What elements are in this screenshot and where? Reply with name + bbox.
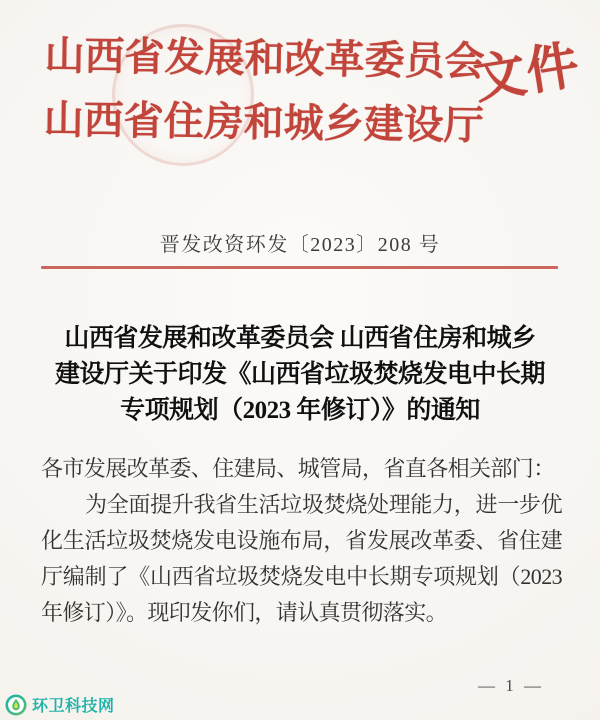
body-paragraph: 为全面提升我省生活垃圾焚烧处理能力，进一步优化生活垃圾焚烧发电设施布局，省发展改革委、省住建厅编制了《山西省垃圾焚烧发电中长期专项规划（2023 年修订）》。现印发你们，请认真贯彻落实。 — [41, 492, 562, 625]
title-line-3: 专项规划（2023 年修订）》的通知 — [120, 397, 480, 424]
red-letterhead — [0, 0, 600, 190]
site-watermark — [5, 693, 115, 716]
salutation-line: 各市发展改革委、住建局、城管局，省直各相关部门： — [41, 456, 555, 481]
document-body — [41, 451, 562, 631]
page-number: — 1 — — [478, 676, 544, 695]
agency-name-line2: 山西省住房和城乡建设厅 — [43, 96, 484, 149]
title-line-1: 山西省发展和改革委员会 山西省住房和城乡 — [64, 325, 536, 352]
site-name-label: 环卫科技网 — [32, 698, 115, 715]
agency-names — [43, 24, 485, 158]
droplet-ring-icon — [5, 694, 27, 716]
document-reference-number: 晋发改资环发〔2023〕208 号 — [159, 234, 441, 256]
red-divider-line — [41, 266, 558, 269]
document-title — [0, 321, 600, 429]
title-line-2: 建设厅关于印发《山西省垃圾焚烧发电中长期 — [54, 361, 545, 388]
agency-name-line1: 山西省发展和改革委员会 — [44, 32, 485, 85]
doc-type-label: 文件 — [470, 37, 584, 110]
